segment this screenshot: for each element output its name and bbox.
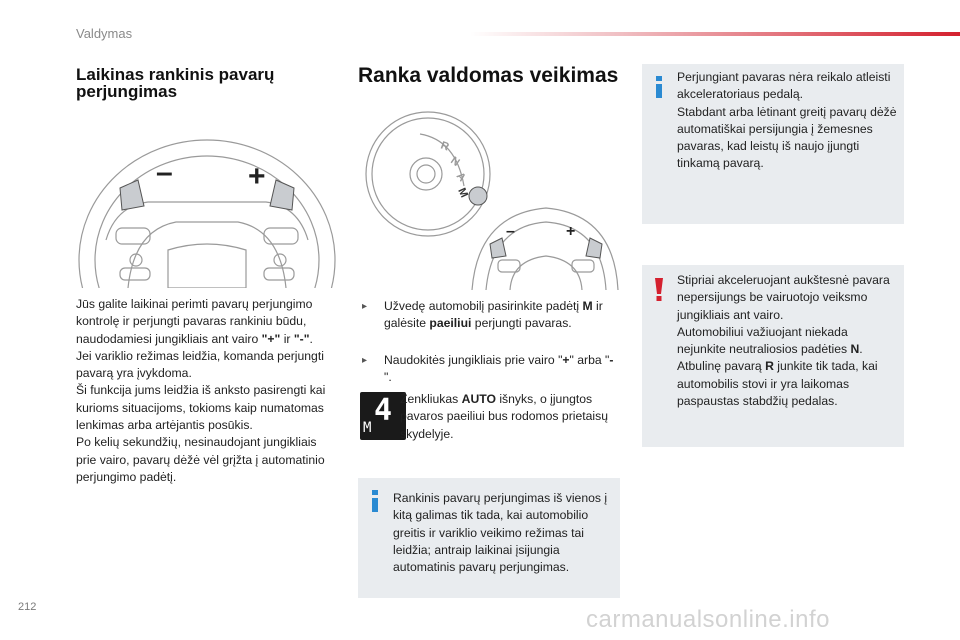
- selector-letter-m: M: [455, 186, 471, 200]
- info-icon: [652, 76, 666, 98]
- selector-letter-a: A: [453, 170, 469, 185]
- info-icon: [368, 490, 382, 512]
- display-description: Ženkliukas AUTO išnyks, o įjungtos pavaros paeiliui bus rodomos prietaisų skydelyje.: [400, 392, 608, 441]
- warning-icon: [652, 278, 666, 302]
- bullet-item-use-switches: ▸ Naudokitės jungikliais prie vairo "+" arba "-".: [362, 353, 614, 385]
- warning-line-1: Stipriai akceleruojant aukštesnė pavara nepersijungs be vairuotojo veiksmo jungikliais ant vairo.: [677, 273, 890, 322]
- header-rule: [470, 32, 960, 36]
- middle-section-title: Ranka valdomas veikimas: [358, 64, 619, 87]
- left-section-title: Laikinas rankinis pavarų perjungimas: [76, 65, 275, 101]
- info-note-right-line-1: Perjungiant pavaras nėra reikalo atleisti akceleratoriaus pedalą.: [677, 70, 891, 102]
- info-note-text-middle: Rankinis pavarų perjungimas iš vienos į kitą galimas tik tada, kai automobilio greitis ir variklio veikimo režimas tai leidžia; antraip laikinai įsijungia automatinis pavarų perjungimas.: [393, 491, 608, 575]
- selector-letter-r: R: [438, 139, 451, 154]
- left-paragraph-4: Po kelių sekundžių, nesinaudojant jungikliais prie vairo, pavarų dėžė vėl grįžta į automatinio perjungimo padėtį.: [76, 435, 325, 484]
- section-header: Valdymas: [76, 26, 133, 41]
- arrow-bullet-icon: ▸: [362, 355, 368, 366]
- arrow-bullet-icon: ▸: [362, 301, 368, 312]
- steering-wheel-figure: [76, 110, 338, 290]
- gear-display-number: 4: [374, 393, 393, 428]
- warning-line-3: Atbulinę pavarą R junkite tik tada, kai automobilis stovi ir yra laikomas paspaustas stabdžių pedalas.: [677, 359, 878, 409]
- warning-line-2: Automobiliui važiuojant niekada nejunkite neutraliosios padėties N.: [677, 324, 863, 357]
- bullet-item-select-m: ▸ Užvedę automobilį pasirinkite padėtį M ir galėsite paeiliui perjungti pavaras.: [362, 299, 603, 331]
- wheel-plus-label: +: [248, 160, 266, 193]
- page-number: 212: [18, 601, 37, 613]
- small-wheel-plus-label: +: [566, 223, 576, 240]
- left-body-text: [76, 296, 338, 486]
- left-paragraph-1: Jūs galite laikinai perimti pavarų perjungimo kontrolę ir perjungti pavaras rankiniu būdu, naudodamiesi jungikliais ant vairo "+" ir "-".: [76, 297, 313, 346]
- gear-display-mode: M: [363, 420, 372, 436]
- info-note-text-right: [677, 69, 899, 173]
- wheel-minus-label: –: [156, 156, 173, 189]
- gear-selector-figure: [360, 110, 620, 290]
- info-note-right-line-2: Stabdant arba lėtinant greitį pavarų dėžė automatiškai persijungia į žemesnes pavaras, kad leistų iš naujo įjungti tinkamą pavarą.: [677, 104, 897, 171]
- selector-letter-n: N: [448, 154, 462, 170]
- left-paragraph-3: Ši funkcija jums leidžia iš anksto pasirengti kai kurioms situacijoms, tokioms kaip numatomas lenkimas arba artėjantis posūkis.: [76, 383, 326, 433]
- left-paragraph-2: Jei variklio režimas leidžia, komanda perjungti pavarą yra įvykdoma.: [76, 348, 324, 381]
- watermark: carmanualsonline.info: [586, 606, 830, 633]
- small-wheel-minus-label: –: [506, 223, 515, 240]
- warning-note-text: [677, 272, 899, 410]
